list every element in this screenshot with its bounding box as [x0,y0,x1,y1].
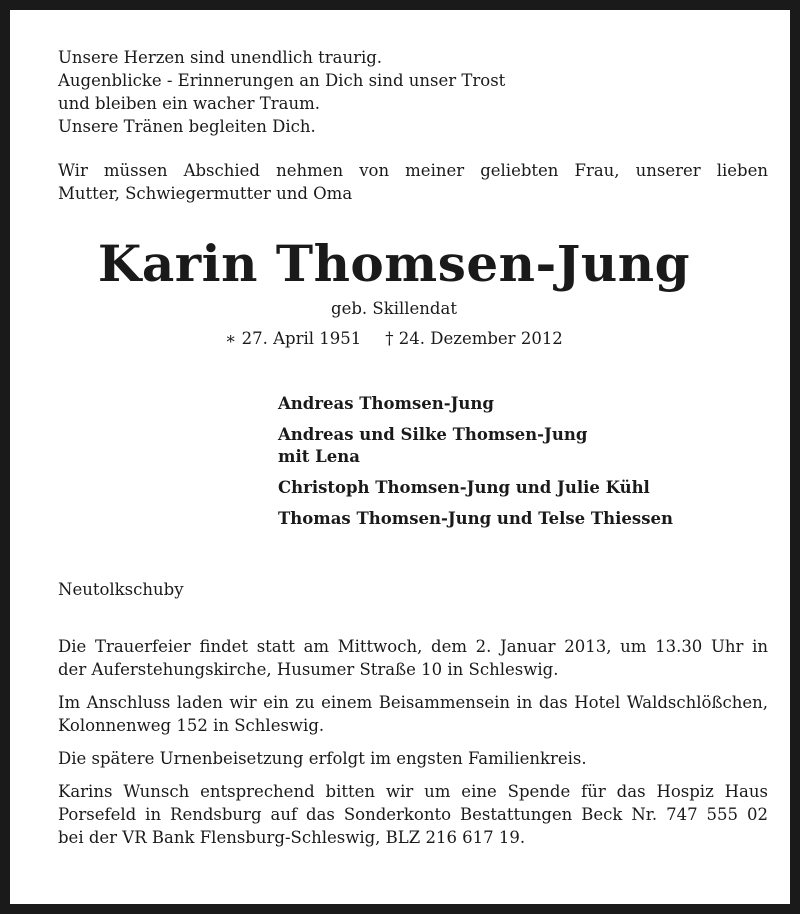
poem-line: Unsere Herzen sind unendlich traurig. [58,48,383,67]
notice-line: Im Anschluss laden wir ein zu einem Beisammensein in das Hotel Waldschlößchen, [58,693,768,712]
mourner-line: Andreas und Silke Thomsen-Jung [278,425,588,444]
birth-name: geb. Skillendat [331,299,457,318]
notice-line: bei der VR Bank Flensburg-Schleswig, BLZ 216 617 19. [58,828,526,847]
notice-line: Die spätere Urnenbeisetzung erfolgt im engsten Familienkreis. [58,749,587,768]
notice-line: der Auferstehungskirche, Husumer Straße 10 in Schleswig. [58,660,559,679]
mourner: Thomas Thomsen-Jung und Telse Thiessen [278,509,673,528]
poem-line: Unsere Tränen begleiten Dich. [58,117,316,136]
notice-paragraph [58,635,768,681]
mourner: Andreas Thomsen-Jung [278,394,494,413]
notice-line: Die Trauerfeier findet statt am Mittwoch, dem 2. Januar 2013, um 13.30 Uhr in [58,637,768,656]
poem [58,46,768,138]
place-name: Neutolkschuby [58,580,184,599]
deceased-name: Karin Thomsen-Jung [97,234,691,293]
intro-text [58,159,768,205]
mourner-line: mit Lena [278,447,360,466]
obituary-content [58,46,768,859]
notice-paragraph [58,780,768,849]
notice-paragraph [58,747,768,770]
notice-line: Karins Wunsch entsprechend bitten wir um eine Spende für das Hospiz Haus [58,782,768,801]
funeral-notices [58,635,768,849]
poem-line: Augenblicke - Erinnerungen an Dich sind unser Trost [58,71,506,90]
mourner: Christoph Thomsen-Jung und Julie Kühl [278,478,650,497]
life-dates [39,327,749,351]
birth-date: ∗ 27. April 1951 [225,329,362,348]
notice-paragraph [58,691,768,737]
intro-line: Mutter, Schwiegermutter und Oma [58,184,353,203]
notice-line: Porsefeld in Rendsburg auf das Sonderkonto Bestattungen Beck Nr. 747 555 02 [58,805,768,824]
death-date: † 24. Dezember 2012 [385,329,563,348]
intro-line: Wir müssen Abschied nehmen von meiner geliebten Frau, unserer lieben [58,161,768,180]
poem-line: und bleiben ein wacher Traum. [58,94,321,113]
notice-line: Kolonnenweg 152 in Schleswig. [58,716,325,735]
mourner [278,424,768,468]
mourners-list [278,393,768,530]
